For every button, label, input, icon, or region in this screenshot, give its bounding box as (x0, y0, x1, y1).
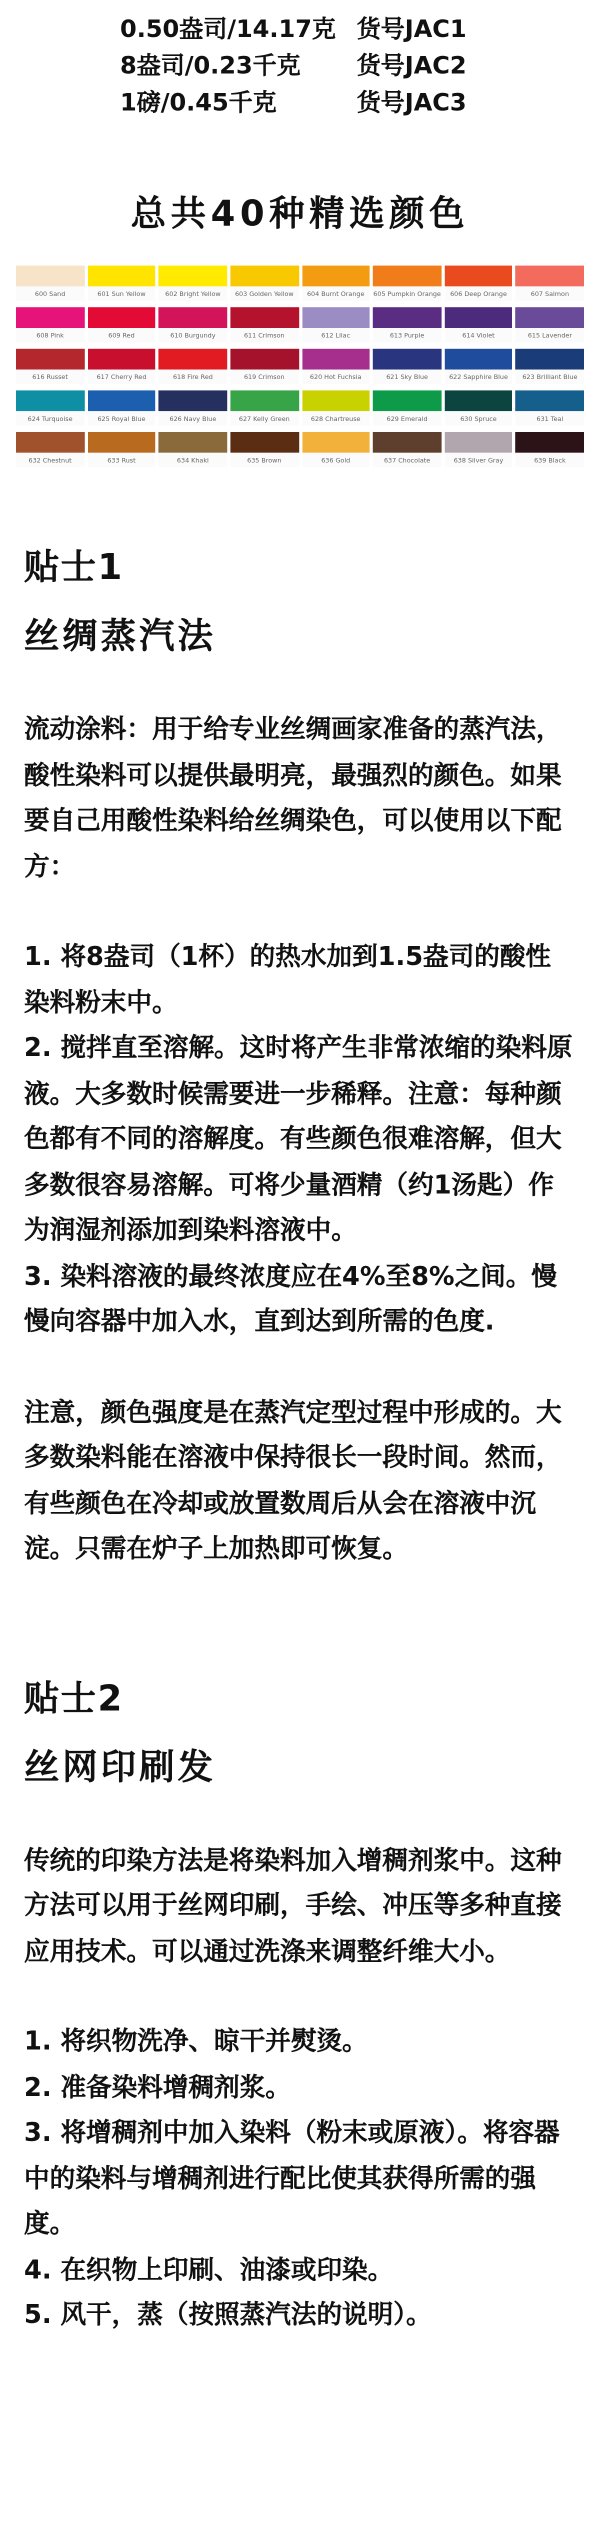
color-swatch (302, 266, 370, 301)
swatch-color (302, 266, 370, 287)
swatch-label: 614 Violet (444, 328, 512, 342)
color-swatch (159, 390, 227, 425)
swatch-label: 611 Crimson (230, 328, 298, 342)
color-swatch (87, 432, 155, 467)
color-swatch (16, 266, 84, 301)
swatch-color (516, 390, 584, 411)
swatch-label: 607 Salmon (516, 286, 584, 300)
swatch-color (230, 266, 298, 287)
swatch-color (302, 307, 370, 328)
swatch-label: 606 Deep Orange (444, 286, 512, 300)
color-swatch (230, 432, 298, 467)
size-weight: 8盎司/0.23千克 (120, 51, 301, 80)
color-swatch (159, 307, 227, 342)
swatch-color (373, 390, 441, 411)
color-palette (16, 266, 584, 468)
tip-1-number: 贴士1 (24, 548, 124, 589)
swatch-color (230, 390, 298, 411)
color-swatch (16, 307, 84, 342)
swatch-color (444, 432, 512, 453)
swatch-label: 636 Gold (302, 453, 370, 467)
palette-row (16, 390, 584, 425)
swatch-label: 626 Navy Blue (159, 411, 227, 425)
swatch-color (516, 432, 584, 453)
swatch-color (373, 307, 441, 328)
tip-2-section (0, 1671, 600, 2338)
swatch-label: 604 Burnt Orange (302, 286, 370, 300)
swatch-label: 638 Silver Gray (444, 453, 512, 467)
color-swatch (373, 349, 441, 384)
swatch-color (302, 390, 370, 411)
swatch-color (302, 432, 370, 453)
color-swatch (444, 390, 512, 425)
swatch-color (230, 349, 298, 370)
swatch-label: 608 Pink (16, 328, 84, 342)
color-swatch (230, 349, 298, 384)
color-swatch (87, 390, 155, 425)
swatch-color (87, 349, 155, 370)
color-swatch (373, 390, 441, 425)
swatch-label: 613 Purple (373, 328, 441, 342)
color-swatch (16, 432, 84, 467)
swatch-label: 631 Teal (516, 411, 584, 425)
swatch-color (444, 307, 512, 328)
swatch-color (230, 432, 298, 453)
size-weight: 0.50盎司/14.17克 (120, 14, 336, 44)
swatch-color (516, 349, 584, 370)
color-swatch (159, 266, 227, 301)
swatch-label: 609 Red (87, 328, 155, 342)
swatch-label: 620 Hot Fuchsia (302, 370, 370, 384)
swatch-color (230, 307, 298, 328)
size-row (120, 10, 600, 47)
swatch-color (16, 307, 84, 328)
color-swatch (16, 349, 84, 384)
swatch-label: 623 Brilliant Blue (516, 370, 584, 384)
color-swatch (87, 266, 155, 301)
swatch-color (373, 349, 441, 370)
swatch-color (159, 390, 227, 411)
swatch-color (159, 349, 227, 370)
size-weight: 1磅/0.45千克 (120, 88, 277, 117)
color-swatch (516, 349, 584, 384)
color-swatch (302, 307, 370, 342)
size-code: 货号JAC1 (356, 14, 467, 44)
swatch-label: 637 Chocolate (373, 453, 441, 467)
color-swatch (516, 266, 584, 301)
swatch-label: 616 Russet (16, 370, 84, 384)
swatch-label: 617 Cherry Red (87, 370, 155, 384)
swatch-color (16, 432, 84, 453)
swatch-label: 618 Fire Red (159, 370, 227, 384)
product-sizes (0, 0, 600, 120)
color-swatch (302, 390, 370, 425)
swatch-label: 601 Sun Yellow (87, 286, 155, 300)
color-swatch (444, 266, 512, 301)
size-row (120, 46, 600, 83)
swatch-label: 612 Lilac (302, 328, 370, 342)
swatch-label: 639 Black (516, 453, 584, 467)
color-swatch (444, 307, 512, 342)
swatch-color (87, 390, 155, 411)
swatch-color (444, 266, 512, 287)
color-swatch (230, 390, 298, 425)
tip-1-note: 注意，颜色强度是在蒸汽定型过程中形成的。大多数染料能在溶液中保持很长一段时间。然而，有些颜色在冷却或放置数周后从会在溶液中沉淀。只需在炉子上加热即可恢复。 (24, 1396, 562, 1564)
color-swatch (159, 432, 227, 467)
swatch-label: 615 Lavender (516, 328, 584, 342)
swatch-color (373, 266, 441, 287)
color-swatch (373, 266, 441, 301)
color-swatch (159, 349, 227, 384)
swatch-color (87, 432, 155, 453)
palette-row (16, 266, 584, 301)
size-code: 货号JAC3 (356, 88, 467, 117)
swatch-label: 622 Sapphire Blue (444, 370, 512, 384)
color-swatch (230, 266, 298, 301)
tip-1-paragraph: 流动涂料：用于给专业丝绸画家准备的蒸汽法，酸性染料可以提供最明亮，最强烈的颜色。如果要自己用酸性染料给丝绸染色，可以使用以下配方： (24, 713, 562, 881)
color-swatch (87, 307, 155, 342)
color-swatch (373, 432, 441, 467)
swatch-color (16, 266, 84, 287)
color-swatch (444, 432, 512, 467)
palette-row (16, 307, 584, 342)
color-swatch (302, 432, 370, 467)
swatch-color (87, 266, 155, 287)
swatch-label: 602 Bright Yellow (159, 286, 227, 300)
size-row (120, 83, 600, 120)
palette-row (16, 349, 584, 384)
swatch-label: 634 Khaki (159, 453, 227, 467)
color-swatch (373, 307, 441, 342)
swatch-color (159, 432, 227, 453)
tip-1-title: 丝绸蒸汽法 (24, 617, 217, 658)
swatch-color (302, 349, 370, 370)
tip-1-section (0, 541, 600, 1572)
swatch-label: 619 Crimson (230, 370, 298, 384)
swatch-label: 635 Brown (230, 453, 298, 467)
swatch-color (159, 307, 227, 328)
swatch-label: 603 Golden Yellow (230, 286, 298, 300)
color-swatch (302, 349, 370, 384)
tip-2-paragraph: 传统的印染方法是将染料加入增稠剂浆中。这种方法可以用于丝网印刷，手绘、冲压等多种直接应用技术。可以通过洗涤来调整纤维大小。 (24, 1844, 562, 1966)
swatch-label: 628 Chartreuse (302, 411, 370, 425)
swatch-label: 627 Kelly Green (230, 411, 298, 425)
swatch-color (444, 349, 512, 370)
swatch-label: 632 Chestnut (16, 453, 84, 467)
swatch-color (373, 432, 441, 453)
swatch-label: 625 Royal Blue (87, 411, 155, 425)
palette-title: 总共40种精选颜色 (130, 195, 470, 236)
color-swatch (516, 432, 584, 467)
size-code: 货号JAC2 (356, 51, 467, 80)
tip-2-steps: 1. 将织物洗净、晾干并熨烫。 2. 准备染料增稠剂浆。 3. 将增稠剂中加入染料（粉末或原液）。将容器中的染料与增稠剂进行配比使其获得所需的强度。 4. 在织物上印刷、油漆或印染。 5. 风干，蒸（按照蒸汽法的说明）。 (24, 2025, 560, 2330)
swatch-color (87, 307, 155, 328)
color-swatch (16, 390, 84, 425)
swatch-label: 605 Pumpkin Orange (373, 286, 441, 300)
swatch-label: 633 Rust (87, 453, 155, 467)
color-swatch (230, 307, 298, 342)
swatch-label: 621 Sky Blue (373, 370, 441, 384)
swatch-color (444, 390, 512, 411)
color-swatch (444, 349, 512, 384)
swatch-label: 624 Turquoise (16, 411, 84, 425)
tip-1-steps: 1. 将8盎司（1杯）的热水加到1.5盎司的酸性染料粉末中。 2. 搅拌直至溶解。这时将产生非常浓缩的染料原液。大多数时候需要进一步稀释。注意：每种颜色都有不同的溶解度。有些颜色很难溶解，但大多数很容易溶解。可将少量酒精（约1汤匙）作为润湿剂添加到染料溶液中。 3. 染料溶液的最终浓度应在4%至8%之间。慢慢向容器中加入水，直到达到所需的色度. (24, 940, 573, 1336)
swatch-color (16, 390, 84, 411)
swatch-color (516, 307, 584, 328)
palette-row (16, 432, 584, 467)
swatch-label: 610 Burgundy (159, 328, 227, 342)
tip-2-number: 贴士2 (24, 1679, 124, 1720)
color-swatch (516, 307, 584, 342)
swatch-label: 629 Emerald (373, 411, 441, 425)
tip-2-title: 丝网印刷发 (24, 1748, 217, 1788)
swatch-label: 630 Spruce (444, 411, 512, 425)
swatch-label: 600 Sand (16, 286, 84, 300)
color-swatch (87, 349, 155, 384)
swatch-color (16, 349, 84, 370)
swatch-color (159, 266, 227, 287)
color-swatch (516, 390, 584, 425)
swatch-color (516, 266, 584, 287)
